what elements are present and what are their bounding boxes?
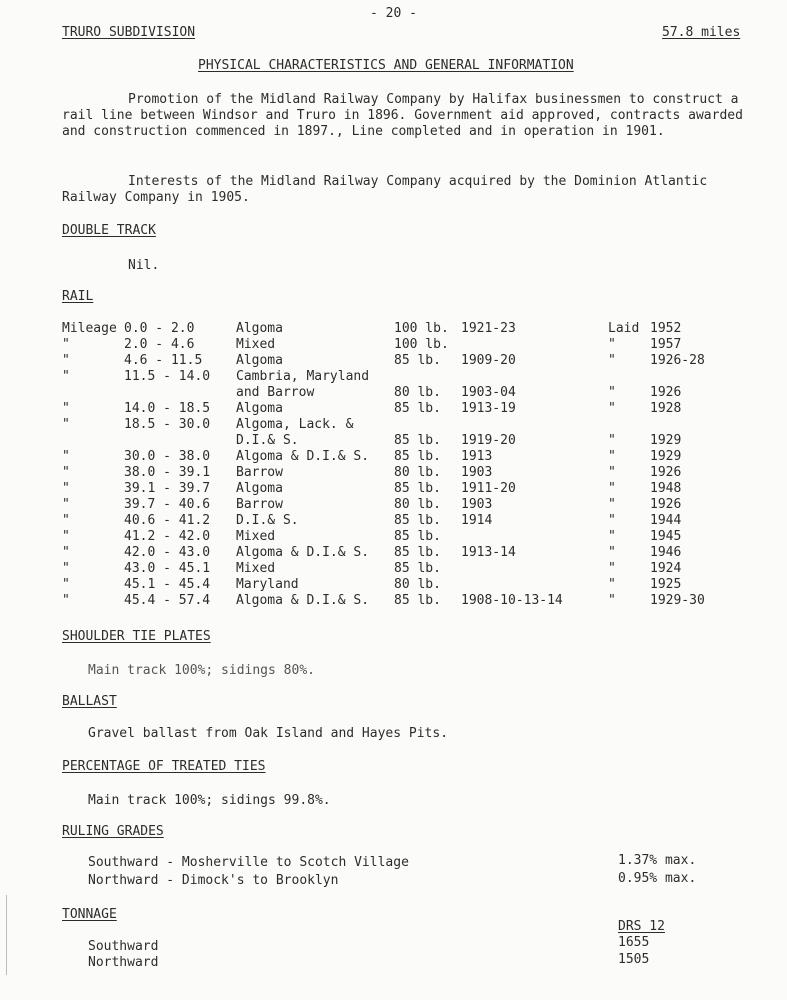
tonnage-northward-value: 1505 [618, 952, 650, 967]
rail-row-weight: 85 lb. [394, 433, 441, 448]
rail-row-laid-prefix: " [608, 385, 616, 400]
rail-title: RAIL [62, 289, 94, 304]
subdivision-miles: 57.8 miles [662, 25, 741, 40]
rail-row [0, 545, 787, 561]
tonnage-header: DRS 12 [618, 919, 665, 934]
rail-row-years: 1903 [461, 497, 493, 512]
rail-row-make: Cambria, Maryland [236, 369, 370, 384]
rail-row-prefix: " [62, 417, 70, 432]
rail-row-laid: 1928 [650, 401, 682, 416]
rail-row-mileage: 2.0 - 4.6 [124, 337, 195, 352]
rail-row-years: 1908-10-13-14 [461, 593, 563, 608]
rail-row-make: Mixed [236, 561, 276, 576]
rail-row-laid: 1929 [650, 433, 682, 448]
double-track-text: Nil. [128, 258, 160, 273]
rail-row-laid: 1929 [650, 449, 682, 464]
rail-row-laid-prefix: Laid [608, 321, 640, 336]
rail-row-laid-prefix: " [608, 337, 616, 352]
rail-row-laid-prefix: " [608, 433, 616, 448]
rail-row-prefix: " [62, 529, 70, 544]
rail-row-mileage: 42.0 - 43.0 [124, 545, 211, 560]
rail-row-prefix: " [62, 449, 70, 464]
rail-row-weight: 85 lb. [394, 529, 441, 544]
tonnage-title: TONNAGE [62, 907, 117, 922]
rail-row-weight: 100 lb. [394, 321, 449, 336]
rail-row-laid: 1946 [650, 545, 682, 560]
rail-row-make: Maryland [236, 577, 299, 592]
rail-row [0, 401, 787, 417]
rail-row-prefix: " [62, 577, 70, 592]
page-number: - 20 - [370, 6, 417, 21]
rail-row-years: 1911-20 [461, 481, 516, 496]
rail-row-make-continued: and Barrow [236, 385, 315, 400]
rail-row-prefix: " [62, 337, 70, 352]
rail-row-laid-prefix: " [608, 465, 616, 480]
rail-row-laid: 1957 [650, 337, 682, 352]
rail-row-laid-prefix: " [608, 449, 616, 464]
grade-northward-value: 0.95% max. [618, 871, 697, 886]
rail-row [0, 513, 787, 529]
rail-row [0, 577, 787, 593]
rail-row-make: Algoma [236, 401, 283, 416]
rail-row-mileage: 39.1 - 39.7 [124, 481, 211, 496]
rail-row-make: Barrow [236, 497, 283, 512]
rail-row-years: 1913-19 [461, 401, 516, 416]
rail-row-mileage: 39.7 - 40.6 [124, 497, 211, 512]
rail-row-laid: 1948 [650, 481, 682, 496]
rail-row-continuation [0, 433, 787, 449]
ruling-grades-title: RULING GRADES [62, 824, 164, 839]
rail-row-mileage: 43.0 - 45.1 [124, 561, 211, 576]
tonnage-northward-label: Northward [88, 955, 159, 970]
grade-southward-value: 1.37% max. [618, 853, 697, 868]
rail-row-laid-prefix: " [608, 497, 616, 512]
rail-row-prefix: " [62, 513, 70, 528]
rail-row-make: Barrow [236, 465, 283, 480]
rail-row-weight: 100 lb. [394, 337, 449, 352]
rail-row-make: Algoma [236, 481, 283, 496]
tonnage-southward-label: Southward [88, 939, 159, 954]
rail-row-mileage: 0.0 - 2.0 [124, 321, 195, 336]
rail-row-weight: 80 lb. [394, 577, 441, 592]
rail-row-mileage: 38.0 - 39.1 [124, 465, 211, 480]
rail-row-prefix: " [62, 369, 70, 384]
rail-row-laid: 1926 [650, 465, 682, 480]
rail-row-laid-prefix: " [608, 593, 616, 608]
rail-row [0, 337, 787, 353]
rail-row-prefix: " [62, 465, 70, 480]
rail-row-weight: 85 lb. [394, 545, 441, 560]
treated-ties-title: PERCENTAGE OF TREATED TIES [62, 759, 266, 774]
rail-row-mileage: 41.2 - 42.0 [124, 529, 211, 544]
rail-row-continuation [0, 385, 787, 401]
rail-row-mileage: 40.6 - 41.2 [124, 513, 211, 528]
tonnage-southward-value: 1655 [618, 935, 650, 950]
rail-row [0, 481, 787, 497]
rail-row-prefix: " [62, 497, 70, 512]
rail-row-years: 1921-23 [461, 321, 516, 336]
rail-row-prefix: " [62, 481, 70, 496]
rail-row-mileage: 45.4 - 57.4 [124, 593, 211, 608]
rail-row-mileage: 18.5 - 30.0 [124, 417, 211, 432]
rail-row-laid: 1924 [650, 561, 682, 576]
double-track-title: DOUBLE TRACK [62, 223, 156, 238]
rail-row-laid: 1944 [650, 513, 682, 528]
rail-row-weight: 85 lb. [394, 593, 441, 608]
rail-row [0, 465, 787, 481]
rail-row-laid-prefix: " [608, 513, 616, 528]
rail-row-laid-prefix: " [608, 401, 616, 416]
scan-margin-line [6, 895, 7, 975]
rail-row-years: 1919-20 [461, 433, 516, 448]
rail-row [0, 593, 787, 609]
rail-row-laid-prefix: " [608, 529, 616, 544]
rail-row-weight: 85 lb. [394, 401, 441, 416]
rail-row [0, 321, 787, 337]
rail-row-years: 1903-04 [461, 385, 516, 400]
rail-row-make: Algoma [236, 321, 283, 336]
rail-row-laid-prefix: " [608, 353, 616, 368]
rail-row-laid-prefix: " [608, 561, 616, 576]
rail-row-make: Algoma & D.I.& S. [236, 449, 370, 464]
rail-row-weight: 85 lb. [394, 561, 441, 576]
rail-row [0, 449, 787, 465]
rail-row-laid: 1925 [650, 577, 682, 592]
rail-row-make: Mixed [236, 529, 276, 544]
ballast-text: Gravel ballast from Oak Island and Hayes Pits. [88, 726, 449, 741]
rail-row-years: 1913 [461, 449, 493, 464]
rail-row [0, 353, 787, 369]
rail-row-weight: 80 lb. [394, 497, 441, 512]
rail-row-weight: 85 lb. [394, 449, 441, 464]
section-heading: PHYSICAL CHARACTERISTICS AND GENERAL INFORMATION [198, 58, 574, 73]
rail-row-mileage: 14.0 - 18.5 [124, 401, 211, 416]
rail-row-prefix: " [62, 353, 70, 368]
rail-row-make: Algoma & D.I.& S. [236, 593, 370, 608]
rail-row-mileage: 30.0 - 38.0 [124, 449, 211, 464]
rail-row-weight: 85 lb. [394, 353, 441, 368]
history-paragraph-1: Promotion of the Midland Railway Company by Halifax businessmen to construct a rail line between Windsor and Truro in 1896. Government aid approved, contracts awarded and construction commenced in 1897., Line completed and in operation in 1901. [62, 92, 743, 139]
rail-row-weight: 80 lb. [394, 385, 441, 400]
rail-row-make: Mixed [236, 337, 276, 352]
grade-southward-label: Southward - Mosherville to Scotch Village [88, 855, 409, 870]
rail-row-prefix: " [62, 561, 70, 576]
rail-row [0, 497, 787, 513]
rail-row-laid: 1929-30 [650, 593, 705, 608]
shoulder-tie-plates-text: Main track 100%; sidings 80%. [88, 663, 315, 678]
rail-row-prefix: Mileage [62, 321, 117, 336]
rail-row-mileage: 4.6 - 11.5 [124, 353, 203, 368]
rail-row-make: Algoma, Lack. & [236, 417, 354, 432]
rail-row-years: 1903 [461, 465, 493, 480]
rail-row-weight: 80 lb. [394, 465, 441, 480]
rail-row-laid-prefix: " [608, 481, 616, 496]
rail-row-weight: 85 lb. [394, 513, 441, 528]
subdivision-title: TRURO SUBDIVISION [62, 25, 196, 40]
rail-row-mileage: 45.1 - 45.4 [124, 577, 211, 592]
history-paragraph-2: Interests of the Midland Railway Company acquired by the Dominion Atlantic Railway Company in 1905. [62, 174, 708, 205]
rail-row-mileage: 11.5 - 14.0 [124, 369, 211, 384]
rail-row-make-continued: D.I.& S. [236, 433, 299, 448]
rail-row-laid: 1926-28 [650, 353, 705, 368]
rail-row-laid: 1926 [650, 385, 682, 400]
rail-row-prefix: " [62, 593, 70, 608]
rail-row-make: Algoma [236, 353, 283, 368]
rail-row-laid: 1945 [650, 529, 682, 544]
rail-row-prefix: " [62, 545, 70, 560]
ballast-title: BALLAST [62, 694, 117, 709]
rail-row-make: D.I.& S. [236, 513, 299, 528]
rail-row [0, 529, 787, 545]
rail-row-prefix: " [62, 401, 70, 416]
rail-row-years: 1913-14 [461, 545, 516, 560]
treated-ties-text: Main track 100%; sidings 99.8%. [88, 793, 331, 808]
rail-row-laid-prefix: " [608, 577, 616, 592]
rail-row-laid-prefix: " [608, 545, 616, 560]
rail-row-weight: 85 lb. [394, 481, 441, 496]
rail-row [0, 561, 787, 577]
rail-row-laid: 1926 [650, 497, 682, 512]
rail-row-years: 1909-20 [461, 353, 516, 368]
rail-row-make: Algoma & D.I.& S. [236, 545, 370, 560]
shoulder-tie-plates-title: SHOULDER TIE PLATES [62, 629, 211, 644]
grade-northward-label: Northward - Dimock's to Brooklyn [88, 873, 339, 888]
rail-row-laid: 1952 [650, 321, 682, 336]
rail-row-years: 1914 [461, 513, 493, 528]
